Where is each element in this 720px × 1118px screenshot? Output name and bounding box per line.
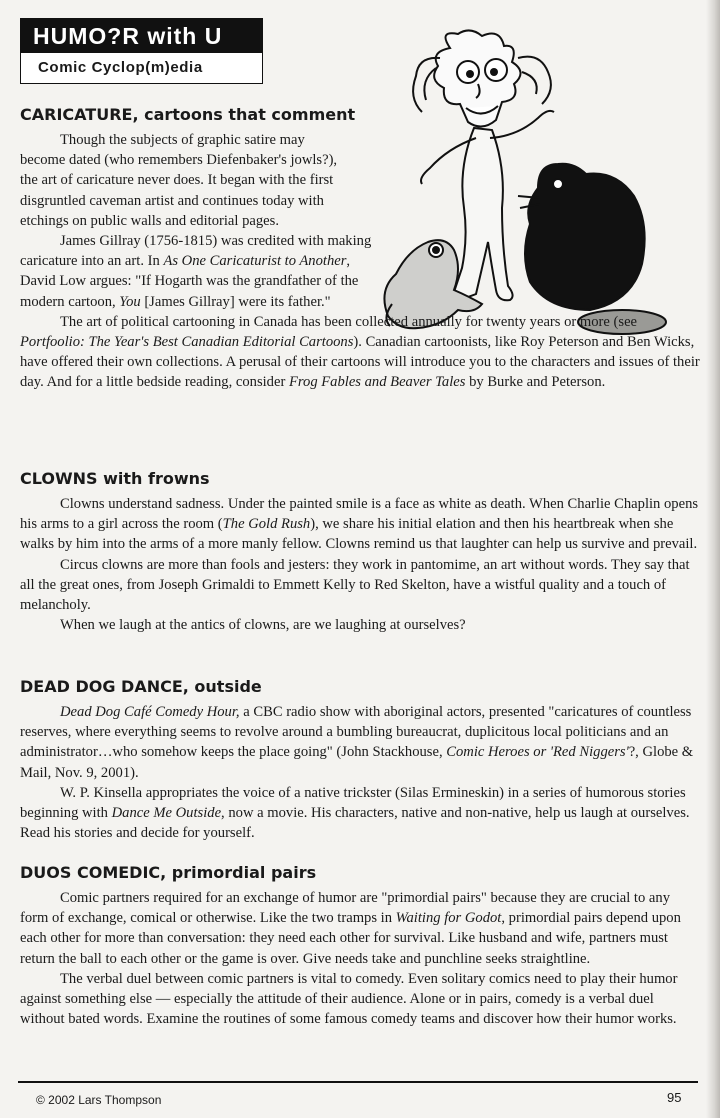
header-subtitle: Comic Cyclop(m)edia [21,53,262,83]
paragraph: Circus clowns are more than fools and jesters: they work in pantomime, an art without words. They say that all the great ones, from Joseph Grimaldi to Emmett Kelly to Red Skelton, have a wistful quality and a touch of melancholy. [20,556,690,614]
section-heading: CLOWNS with frowns [20,469,210,488]
paragraph: Though the subjects of graphic satire may become dated (who remembers Diefenbaker's jowls?), the art of caricature never does. It began with the first disgruntled caveman artist and continues today with etchings on public walls and editorial pages. [20,132,338,229]
paragraph: When we laugh at the antics of clowns, are we laughing at ourselves? [60,617,466,634]
paragraph: Comic partners required for an exchange of humor are "primordial pairs" because they are crucial to any form of exchange, comical or otherwise. Like the two tramps in Waiting for Godot, primordial pairs depend upon each other for more than conversation: they need each other for survival. Like husband and wife, partners must return the ball to each other or the game is over. Give needs take and punchline seeks straightline. [20,890,681,967]
section-caricature [20,104,700,126]
section-heading: DUOS COMEDIC, primordial pairs [20,863,317,882]
section-dead-dog-dance [20,676,700,843]
paragraph: Dead Dog Café Comedy Hour, a CBC radio show with aboriginal actors, presented "caricatures of countless reserves, where everything seems to revolve around a bumbling bureaucrat, duplicitous local politicians and an administrator…who somehow keeps the place going" (John Stackhouse, Comic Heroes or 'Red Niggers'?, Globe & Mail, Nov. 9, 2001). [20,704,694,781]
paragraph: James Gillray (1756-1815) was credited with making caricature into an art. In As One Caricaturist to Another, David Low argues: "If Hogarth was the grandfather of the modern cartoon, You [James Gillray] were its father." [20,233,372,310]
header-title: HUMO?R with U [21,19,262,53]
copyright: © 2002 Lars Thompson [36,1093,162,1107]
page-number: 95 [667,1090,682,1105]
header-box [20,18,263,84]
paragraph: W. P. Kinsella appropriates the voice of a native trickster (Silas Ermineskin) in a series of humorous stories beginning with Dance Me Outside, now a movie. His characters, native and non-native, help us laugh at ourselves. Read his stories and decide for yourself. [20,784,690,842]
footer-rule [18,1081,698,1083]
section-clowns [20,468,700,635]
paragraph: The verbal duel between comic partners is vital to comedy. Even solitary comics need to play their humor against something else — especially the attitude of their audience. Alone or in pairs, comedy is a verbal duel without bated words. Examine the routines of some famous comedy teams and discover how their humor works. [20,970,678,1028]
section-heading: CARICATURE, cartoons that comment [20,105,356,124]
paragraph: The art of political cartooning in Canada has been collected annually for twenty years or more (see Portfoolio: The Year's Best Canadian Editorial Cartoons). Canadian cartoonists, like Roy Peterson and Ben Wicks, have offered their own collections. A perusal of their cartoons will introduce you to the characters and issues of their day. And for a little bedside reading, consider Frog Fables and Beaver Tales by Burke and Peterson. [20,313,700,391]
section-heading: DEAD DOG DANCE, outside [20,677,262,696]
page-edge-shadow [706,0,720,1118]
paragraph: Clowns understand sadness. Under the painted smile is a face as white as death. When Charlie Chaplin opens his arms to a girl across the room (The Gold Rush), we share his initial elation and then his heartbreak when she walks by him into the arms of a more manly fellow. Clowns remind us that laughter can help us survive and prevail. [20,496,699,553]
section-caricature-body [20,130,700,393]
section-duos-comedic [20,862,700,1029]
